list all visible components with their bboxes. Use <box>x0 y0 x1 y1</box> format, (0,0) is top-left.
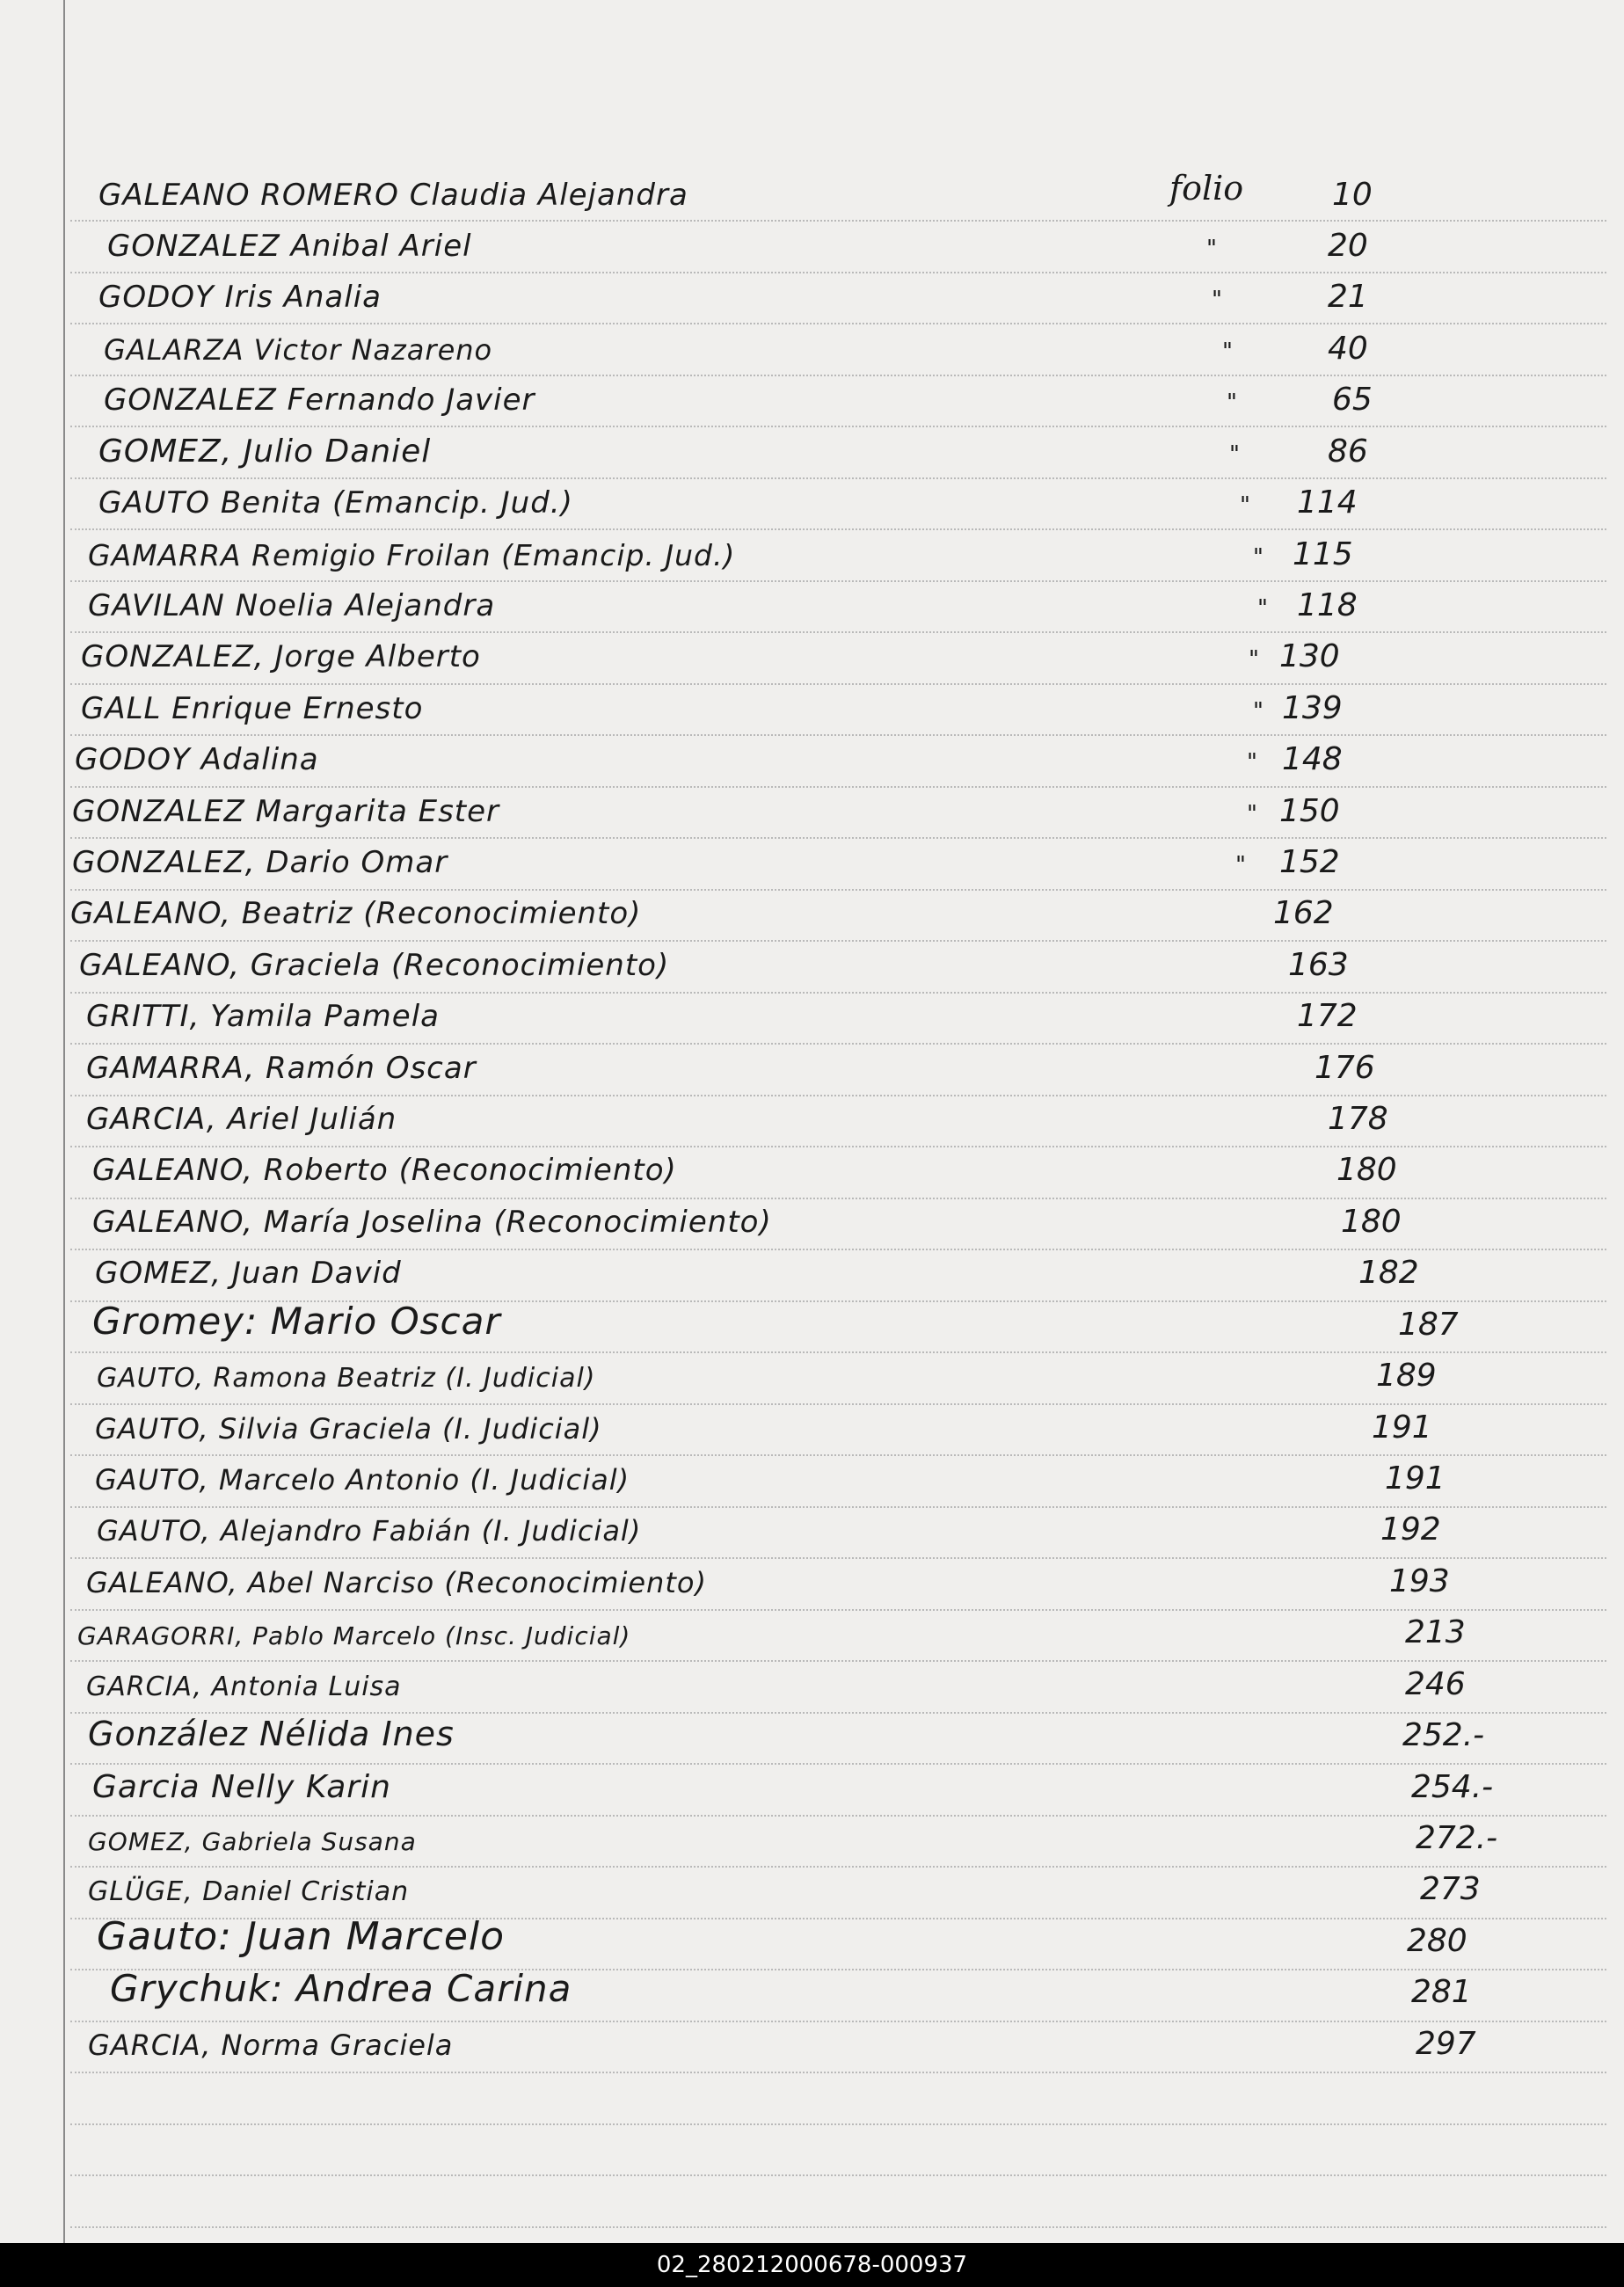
entry-name: GAMARRA Remigio Froilan (Emancip. Jud.) <box>88 538 736 572</box>
entry-row <box>0 1100 1624 1144</box>
entry-row <box>0 1203 1624 1247</box>
folio-number: 163 <box>1288 947 1349 983</box>
ditto-mark: " <box>1235 852 1246 878</box>
folio-number: 86 <box>1328 433 1368 470</box>
entry-row <box>0 1870 1624 1914</box>
ditto-mark: " <box>1247 801 1257 827</box>
entry-name: GARCIA, Norma Graciela <box>88 2028 454 2062</box>
entry-row <box>0 1511 1624 1555</box>
entry-name: GAMARRA, Ramón Oscar <box>86 1051 477 1086</box>
entry-name: GALARZA Victor Nazareno <box>104 333 493 367</box>
entry-name: GALL Enrique Ernesto <box>81 691 424 726</box>
entry-name: Garcia Nelly Karin <box>92 1769 391 1805</box>
ruled-line <box>70 734 1606 736</box>
folio-label: folio <box>1169 169 1244 208</box>
ditto-mark: " <box>1212 287 1222 313</box>
entry-row <box>0 1562 1624 1606</box>
ditto-mark: " <box>1249 646 1259 673</box>
entry-name: GLÜGE, Daniel Cristian <box>88 1876 410 1907</box>
folio-number: 189 <box>1376 1358 1437 1394</box>
ruled-line <box>70 1198 1606 1199</box>
entry-name: GOMEZ, Juan David <box>95 1256 402 1291</box>
entry-name: GONZALEZ Anibal Ariel <box>107 229 472 264</box>
entry-row <box>0 330 1624 374</box>
entry-name: GALEANO, María Joselina (Reconocimiento) <box>92 1205 772 1240</box>
entry-name: GAUTO, Marcelo Antonio (I. Judicial) <box>95 1463 630 1497</box>
folio-number: 65 <box>1332 382 1373 418</box>
entry-name: GALEANO, Roberto (Reconocimiento) <box>92 1153 677 1188</box>
ruled-line <box>70 477 1606 479</box>
entry-name: GONZALEZ Fernando Javier <box>104 382 535 418</box>
entry-row <box>0 227 1624 271</box>
ruled-line <box>70 1609 1606 1611</box>
entry-row <box>0 946 1624 990</box>
entry-name: GALEANO, Graciela (Reconocimiento) <box>79 948 670 983</box>
entry-name: GARCIA, Ariel Julián <box>86 1102 397 1137</box>
entry-name: GODOY Iris Analia <box>98 280 382 315</box>
folio-number: 20 <box>1328 228 1368 264</box>
ditto-mark: " <box>1247 749 1257 776</box>
entry-row <box>0 1300 1624 1350</box>
entry-name: GONZALEZ, Jorge Alberto <box>81 639 481 674</box>
ruled-line <box>70 2174 1606 2176</box>
document-id-footer: 02_280212000678-000937 <box>0 2243 1624 2287</box>
entry-row <box>0 1716 1624 1760</box>
entry-row <box>0 381 1624 425</box>
ruled-line <box>70 375 1606 376</box>
folio-number: 178 <box>1328 1101 1388 1137</box>
entry-row <box>0 586 1624 630</box>
folio-number: 139 <box>1282 690 1343 726</box>
ruled-line <box>70 1712 1606 1714</box>
ruled-line <box>70 683 1606 685</box>
folio-number: 115 <box>1293 536 1353 572</box>
entry-name: GONZALEZ Margarita Ester <box>72 794 500 829</box>
ruled-line <box>70 323 1606 324</box>
ruled-line <box>70 889 1606 891</box>
folio-number: 273 <box>1420 1871 1481 1907</box>
ruled-line <box>70 528 1606 530</box>
ruled-line <box>70 1506 1606 1508</box>
ditto-mark: " <box>1206 236 1217 262</box>
ruled-line <box>70 786 1606 788</box>
ruled-line <box>70 1403 1606 1405</box>
ruled-line <box>70 1660 1606 1662</box>
entry-row <box>0 433 1624 477</box>
entry-row <box>0 278 1624 322</box>
folio-number: 180 <box>1336 1152 1397 1188</box>
entry-name: GODOY Adalina <box>75 742 319 777</box>
entry-row <box>0 1967 1624 2017</box>
folio-number: 182 <box>1358 1255 1419 1291</box>
ditto-mark: " <box>1240 492 1250 519</box>
ruled-line <box>70 426 1606 427</box>
folio-number: 176 <box>1314 1050 1375 1086</box>
ditto-mark: " <box>1257 595 1268 622</box>
folio-number: 40 <box>1328 331 1368 367</box>
entry-name: GRITTI, Yamila Pamela <box>86 999 440 1034</box>
entry-row <box>0 1254 1624 1298</box>
folio-number: 246 <box>1405 1666 1466 1702</box>
ruled-line <box>70 2226 1606 2228</box>
folio-number: 130 <box>1279 638 1340 674</box>
entry-row <box>0 1665 1624 1709</box>
ruled-line <box>70 2021 1606 2022</box>
folio-number: 180 <box>1341 1204 1402 1240</box>
entry-row <box>0 894 1624 938</box>
entry-row <box>0 792 1624 836</box>
ditto-mark: " <box>1253 544 1264 571</box>
ditto-mark: " <box>1253 698 1264 725</box>
folio-number: 10 <box>1332 177 1373 213</box>
ruled-line <box>70 940 1606 942</box>
folio-number: 281 <box>1411 1974 1472 2010</box>
ruled-line <box>70 1351 1606 1353</box>
ruled-line <box>70 992 1606 994</box>
folio-number: 192 <box>1380 1511 1441 1548</box>
ruled-line <box>70 1095 1606 1096</box>
entry-name: GAUTO, Ramona Beatriz (I. Judicial) <box>97 1363 596 1394</box>
folio-number: 172 <box>1297 998 1358 1034</box>
ruled-line <box>70 272 1606 273</box>
entry-row <box>0 1151 1624 1195</box>
entry-name: GARCIA, Antonia Luisa <box>86 1672 402 1702</box>
entry-row <box>0 1819 1624 1863</box>
ditto-mark: " <box>1227 390 1237 416</box>
folio-number: 280 <box>1407 1923 1467 1959</box>
ruled-line <box>70 1763 1606 1765</box>
entry-name: GOMEZ, Gabriela Susana <box>88 1827 417 1856</box>
ruled-line <box>70 1815 1606 1817</box>
folio-number: 191 <box>1372 1409 1432 1446</box>
entry-name: González Nélida Ines <box>88 1715 455 1753</box>
ruled-line <box>70 2072 1606 2073</box>
entry-row <box>0 1460 1624 1504</box>
folio-number: 150 <box>1279 793 1340 829</box>
entry-name: GONZALEZ, Dario Omar <box>72 845 448 880</box>
entry-row <box>0 169 1624 220</box>
ruled-line <box>70 1557 1606 1559</box>
folio-number: 191 <box>1385 1460 1446 1497</box>
entry-row <box>0 1914 1624 1966</box>
entry-name: GALEANO ROMERO Claudia Alejandra <box>98 178 688 213</box>
folio-number: 193 <box>1389 1563 1450 1599</box>
entry-row <box>0 689 1624 733</box>
entry-name: Gromey: Mario Oscar <box>92 1300 501 1343</box>
entry-row <box>0 2025 1624 2069</box>
ruled-line <box>70 1249 1606 1250</box>
folio-number: 252.- <box>1402 1717 1485 1753</box>
ruled-line <box>70 2123 1606 2125</box>
entry-row <box>0 1768 1624 1812</box>
entry-name: GAUTO, Alejandro Fabián (I. Judicial) <box>97 1514 642 1548</box>
ditto-mark: " <box>1222 339 1233 365</box>
folio-number: 162 <box>1273 895 1334 931</box>
ruled-line <box>70 1454 1606 1456</box>
entry-name: GAUTO Benita (Emancip. Jud.) <box>98 485 573 521</box>
ruled-line <box>70 837 1606 839</box>
ruled-line <box>70 220 1606 222</box>
entry-row <box>0 484 1624 528</box>
entry-name: GAVILAN Noelia Alejandra <box>88 588 496 623</box>
folio-number: 118 <box>1297 587 1358 623</box>
entry-name: Grychuk: Andrea Carina <box>110 1967 572 2010</box>
folio-number: 213 <box>1405 1614 1466 1650</box>
folio-number: 187 <box>1398 1307 1459 1343</box>
entry-row <box>0 637 1624 681</box>
entry-name: Gauto: Juan Marcelo <box>97 1914 506 1959</box>
entry-name: GALEANO, Abel Narciso (Reconocimiento) <box>86 1566 707 1599</box>
entry-row <box>0 1049 1624 1093</box>
folio-number: 148 <box>1282 741 1343 777</box>
entry-name: GAUTO, Silvia Graciela (I. Judicial) <box>95 1412 602 1446</box>
entry-name: GOMEZ, Julio Daniel <box>98 433 432 470</box>
ditto-mark: " <box>1229 441 1240 468</box>
entry-row <box>0 997 1624 1041</box>
ruled-line <box>70 1866 1606 1868</box>
ruled-line <box>70 631 1606 633</box>
folio-number: 114 <box>1297 484 1358 521</box>
entry-row <box>0 1409 1624 1453</box>
ruled-line <box>70 1043 1606 1045</box>
folio-number: 21 <box>1328 279 1368 315</box>
folio-number: 152 <box>1279 844 1340 880</box>
folio-number: 272.- <box>1416 1820 1498 1856</box>
folio-number: 297 <box>1416 2026 1476 2062</box>
ruled-line <box>70 1146 1606 1147</box>
folio-number: 254.- <box>1411 1769 1494 1805</box>
entry-row <box>0 535 1624 579</box>
entry-name: GALEANO, Beatriz (Reconocimiento) <box>70 896 642 931</box>
entry-row <box>0 740 1624 784</box>
entry-row <box>0 1613 1624 1657</box>
entry-row <box>0 843 1624 887</box>
ruled-line <box>70 580 1606 582</box>
entry-row <box>0 1357 1624 1401</box>
entry-name: GARAGORRI, Pablo Marcelo (Insc. Judicial) <box>77 1621 631 1650</box>
